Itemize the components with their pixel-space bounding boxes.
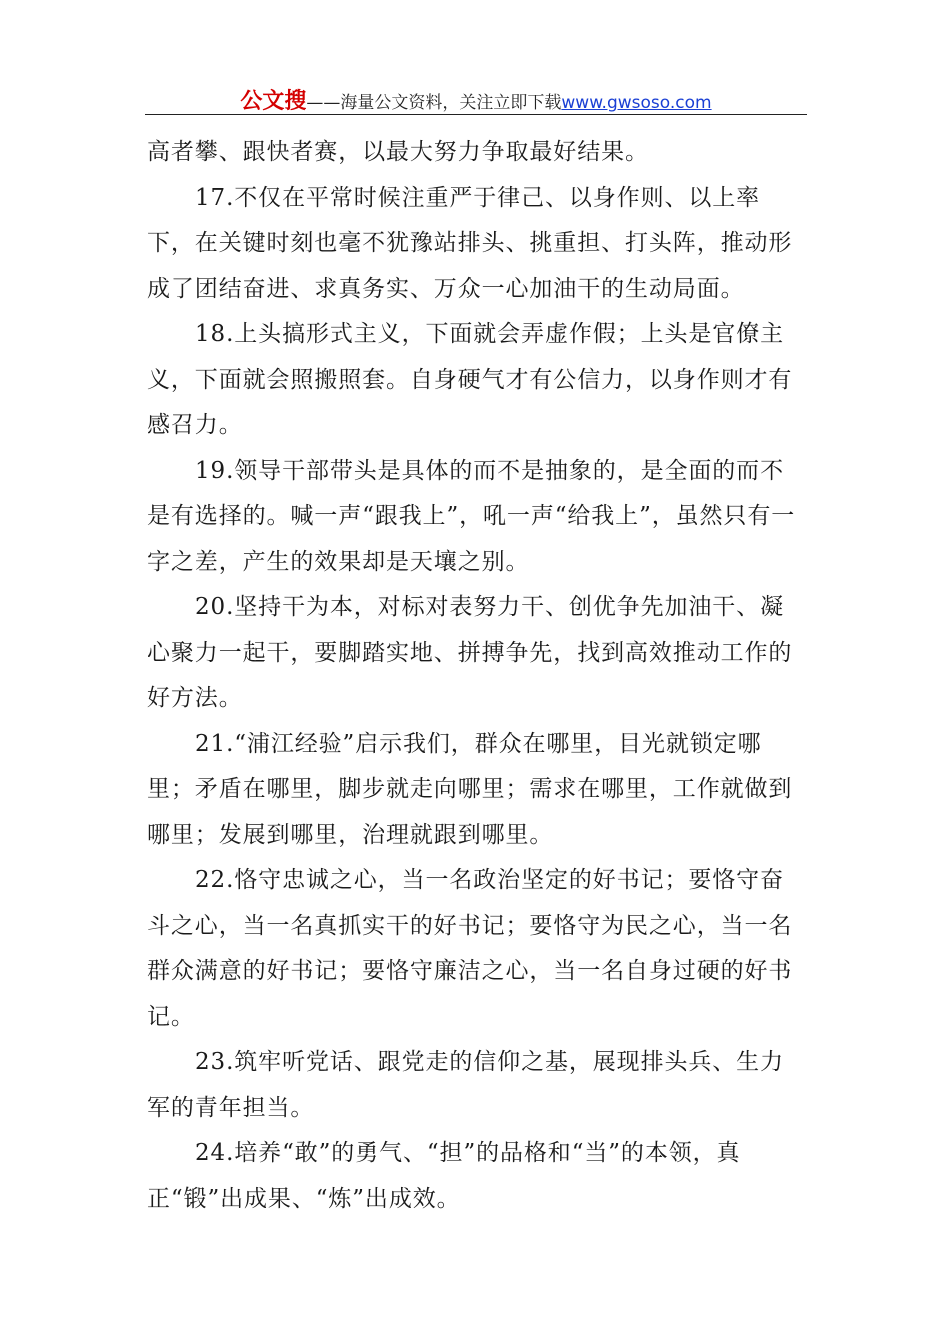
header-tagline: ——海量公文资料，关注立即下载 — [306, 93, 562, 113]
paragraph-continued: 高者攀、跟快者赛，以最大努力争取最好结果。 — [147, 139, 649, 165]
paragraph-23: 23.筑牢听党话、跟党走的信仰之基，展现排头兵、生力军的青年担当。 — [147, 1049, 784, 1121]
paragraph-24: 24.培养“敢”的勇气、“担”的品格和“当”的本领，真正“锻”出成果、“炼”出成效。 — [147, 1140, 741, 1212]
paragraph-22: 22.恪守忠诚之心，当一名政治坚定的好书记；要恪守奋斗之心，当一名真抓实干的好书记；要恪守为民之心，当一名群众满意的好书记；要恪守廉洁之心，当一名自身过硬的好书记。 — [147, 867, 793, 1030]
paragraph-17: 17.不仅在平常时候注重严于律己、以身作则、以上率下，在关键时刻也毫不犹豫站排头、挑重担、打头阵，推动形成了团结奋进、求真务实、万众一心加油干的生动局面。 — [147, 184, 793, 302]
paragraph-21: 21.“浦江经验”启示我们，群众在哪里，目光就锁定哪里；矛盾在哪里，脚步就走向哪里；需求在哪里，工作就做到哪里；发展到哪里，治理就跟到哪里。 — [147, 730, 793, 848]
paragraph-18: 18.上头搞形式主义，下面就会弄虚作假；上头是官僚主义，下面就会照搬照套。自身硬气才有公信力，以身作则才有感召力。 — [147, 321, 793, 438]
paragraph-19: 19.领导干部带头是具体的而不是抽象的，是全面的而不是有选择的。喊一声“跟我上”，吼一声“给我上”，虽然只有一字之差，产生的效果却是天壤之别。 — [147, 457, 796, 575]
page-header — [145, 84, 807, 115]
paragraph-20: 20.坚持干为本，对标对表努力干、创优争先加油干、凝心聚力一起干，要脚踏实地、拼搏争先，找到高效推动工作的好方法。 — [147, 594, 793, 711]
brand-logo: 公文搜 — [240, 89, 307, 114]
document-body — [147, 130, 807, 1222]
website-link[interactable]: www.gwsoso.com — [561, 93, 712, 113]
